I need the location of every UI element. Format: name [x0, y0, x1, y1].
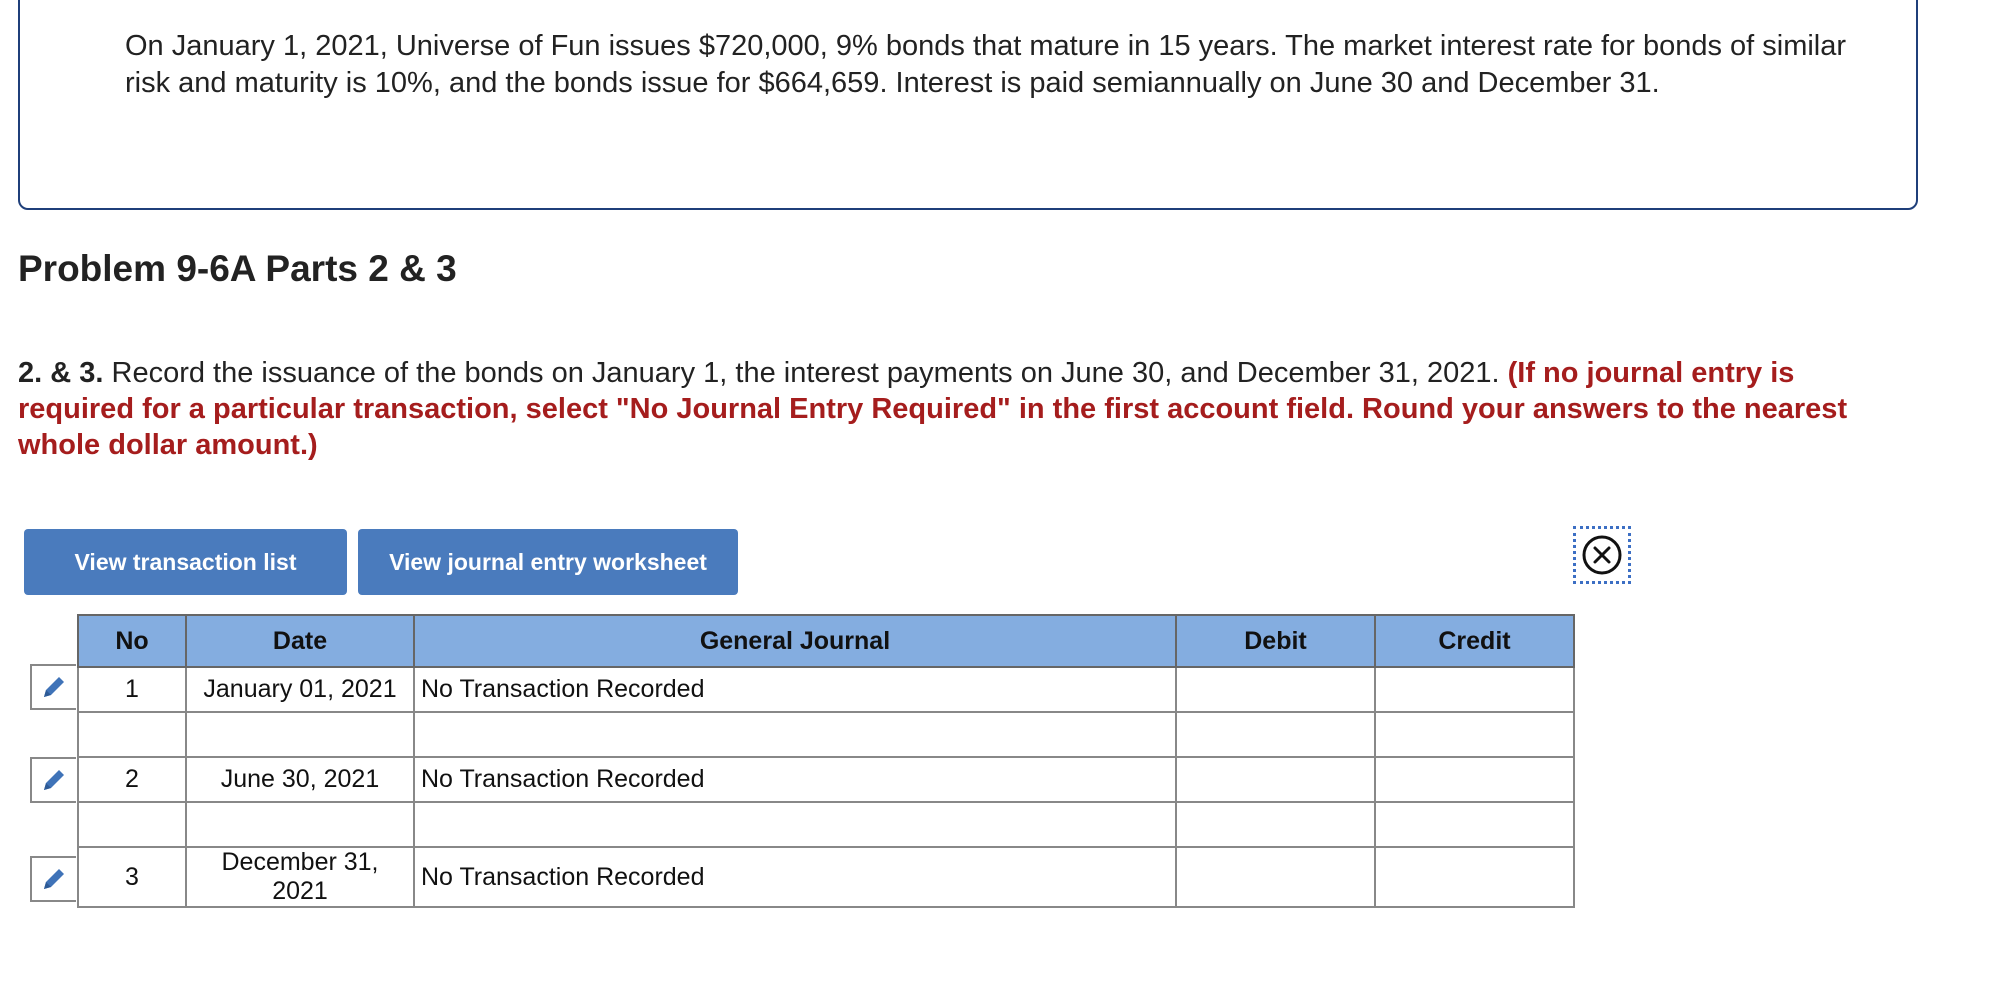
row-no	[78, 712, 186, 757]
row-date	[186, 712, 414, 757]
row-no: 3	[78, 847, 186, 907]
row-account: No Transaction Recorded	[414, 667, 1176, 712]
close-button[interactable]	[1573, 526, 1631, 584]
header-debit: Debit	[1176, 615, 1375, 667]
row-credit	[1375, 847, 1574, 907]
pencil-icon	[39, 765, 69, 795]
row-credit	[1375, 712, 1574, 757]
info-box	[18, 0, 1918, 210]
row-date: June 30, 2021	[186, 757, 414, 802]
row-debit	[1176, 802, 1375, 847]
journal-table	[77, 614, 1575, 908]
row-credit	[1375, 667, 1574, 712]
row-debit	[1176, 847, 1375, 907]
instructions	[18, 355, 1918, 463]
row-no	[78, 802, 186, 847]
row-date	[186, 802, 414, 847]
instructions-number: 2. & 3.	[18, 357, 104, 389]
header-general-journal: General Journal	[414, 615, 1176, 667]
row-account: No Transaction Recorded	[414, 757, 1176, 802]
edit-entry-2-button[interactable]	[30, 757, 76, 803]
instructions-note: (If no journal entry is required for a particular transaction, select "No Journal Entry Required" in the first account field. Round your answers to the nearest whole dollar amount.)	[18, 357, 1848, 461]
header-credit: Credit	[1375, 615, 1574, 667]
header-date: Date	[186, 615, 414, 667]
table-row	[78, 847, 1574, 907]
row-credit	[1375, 802, 1574, 847]
row-account: No Transaction Recorded	[414, 847, 1176, 907]
header-no: No	[78, 615, 186, 667]
view-transaction-list-button[interactable]: View transaction list	[24, 529, 347, 595]
edit-entry-3-button[interactable]	[30, 856, 76, 902]
row-debit	[1176, 667, 1375, 712]
row-date: January 01, 2021	[186, 667, 414, 712]
table-row	[78, 712, 1574, 757]
row-date: December 31, 2021	[186, 847, 414, 907]
close-circle-icon	[1581, 534, 1623, 576]
pencil-icon	[39, 864, 69, 894]
info-text: On January 1, 2021, Universe of Fun issues $720,000, 9% bonds that mature in 15 years. The market interest rate for bonds of similar risk and maturity is 10%, and the bonds issue for $664,659. Interest is paid semiannually on June 30 and December 31.	[125, 30, 1847, 99]
edit-entry-1-button[interactable]	[30, 664, 76, 710]
row-account	[414, 712, 1176, 757]
view-journal-worksheet-button[interactable]: View journal entry worksheet	[358, 529, 738, 595]
row-credit	[1375, 757, 1574, 802]
problem-title: Problem 9-6A Parts 2 & 3	[18, 248, 457, 289]
row-debit	[1176, 712, 1375, 757]
table-row	[78, 802, 1574, 847]
row-no: 2	[78, 757, 186, 802]
pencil-icon	[39, 672, 69, 702]
table-row	[78, 757, 1574, 802]
row-debit	[1176, 757, 1375, 802]
table-row	[78, 667, 1574, 712]
row-account	[414, 802, 1176, 847]
row-no: 1	[78, 667, 186, 712]
instructions-text: Record the issuance of the bonds on January 1, the interest payments on June 30, and December 31, 2021.	[103, 357, 1508, 389]
